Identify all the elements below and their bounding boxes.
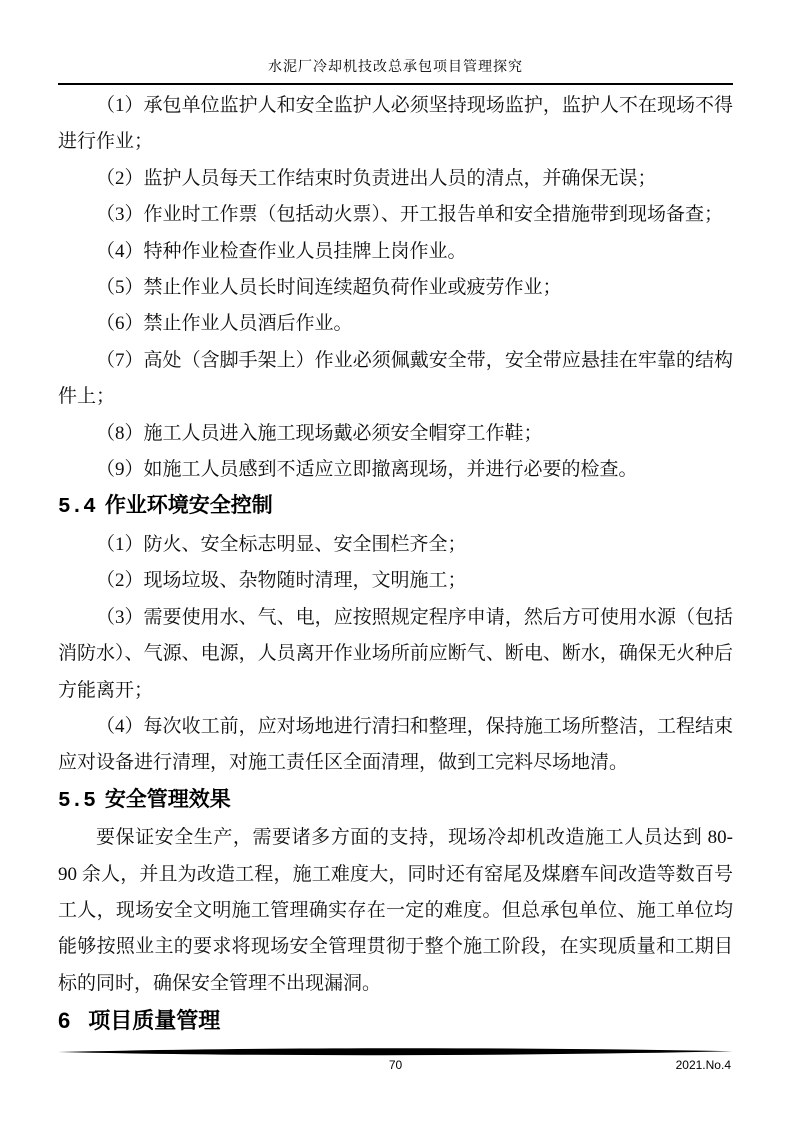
section-heading-5-5 xyxy=(58,782,733,820)
chapter-heading-6 xyxy=(58,1002,733,1039)
safety-item-8: （8）施工人员进入施工现场戴必须安全帽穿工作鞋； xyxy=(96,422,543,444)
environment-item-4: （4）每次收工前，应对场地进行清扫和整理，保持施工场所整洁，工程结束应对设备进行清理，对施工责任区全面清理，做到工完料尽场地清。 xyxy=(58,715,733,774)
section-number: 5.4 xyxy=(58,496,96,520)
issue-label: 2021.No.4 xyxy=(675,1058,731,1072)
environment-item-3: （3）需要使用水、气、电，应按照规定程序申请，然后方可使用水源（包括消防水）、气源、电源，人员离开作业场所前应断气、断电、断水，确保无火种后方能离开； xyxy=(58,606,733,701)
safety-item-5: （5）禁止作业人员长时间连续超负荷作业或疲劳作业； xyxy=(96,277,562,299)
safety-item-6: （6）禁止作业人员酒后作业。 xyxy=(96,313,353,335)
section-title: 安全管理效果 xyxy=(104,787,231,811)
safety-item-1: （1）承包单位监护人和安全监护人必须坚持现场监护，监护人不在现场不得进行作业； xyxy=(58,95,733,153)
footer-row xyxy=(58,1058,733,1076)
section-heading-5-4 xyxy=(58,488,733,526)
section-title: 作业环境安全控制 xyxy=(104,494,273,518)
safety-item-2: （2）监护人员每天工作结束时负责进出人员的清点，并确保无误； xyxy=(96,167,657,189)
environment-item-1: （1）防火、安全标志明显、安全围栏齐全； xyxy=(96,533,467,555)
running-header xyxy=(58,56,733,85)
page-number: 70 xyxy=(388,1058,403,1072)
effect-paragraph: 要保证安全生产，需要诸多方面的支持，现场冷却机改造施工人员达到 80-90 余人，并且为改造工程，施工难度大，同时还有窑尾及煤磨车间改造等数百号工人，现场安全文明施工管理确实存在一定的难度。但总承包单位、施工单位均能够按照业主的要求将现场安全管理贯彻于整个施工阶段，在实现质量和工期目标的同时，确保安全管理不出现漏洞。 xyxy=(58,827,733,994)
footer-divider-bar xyxy=(58,1047,733,1057)
section-number: 5.5 xyxy=(58,789,96,813)
environment-item-2: （2）现场垃圾、杂物随时清理，文明施工； xyxy=(96,570,467,592)
chapter-number: 6 xyxy=(58,1008,71,1034)
page-footer xyxy=(58,1047,733,1076)
safety-item-4: （4）特种作业检查作业人员挂牌上岗作业。 xyxy=(96,240,467,262)
chapter-title: 项目质量管理 xyxy=(88,1008,221,1034)
safety-item-7: （7）高处（含脚手架上）作业必须佩戴安全带，安全带应悬挂在牢靠的结构件上； xyxy=(58,349,733,408)
document-body xyxy=(58,88,733,1039)
running-header-title: 水泥厂冷却机技改总承包项目管理探究 xyxy=(268,60,523,75)
safety-item-9: （9）如施工人员感到不适应立即撤离现场，并进行必要的检查。 xyxy=(96,459,638,481)
safety-item-3: （3）作业时工作票（包括动火票）、开工报告单和安全措施带到现场备查； xyxy=(96,204,724,226)
